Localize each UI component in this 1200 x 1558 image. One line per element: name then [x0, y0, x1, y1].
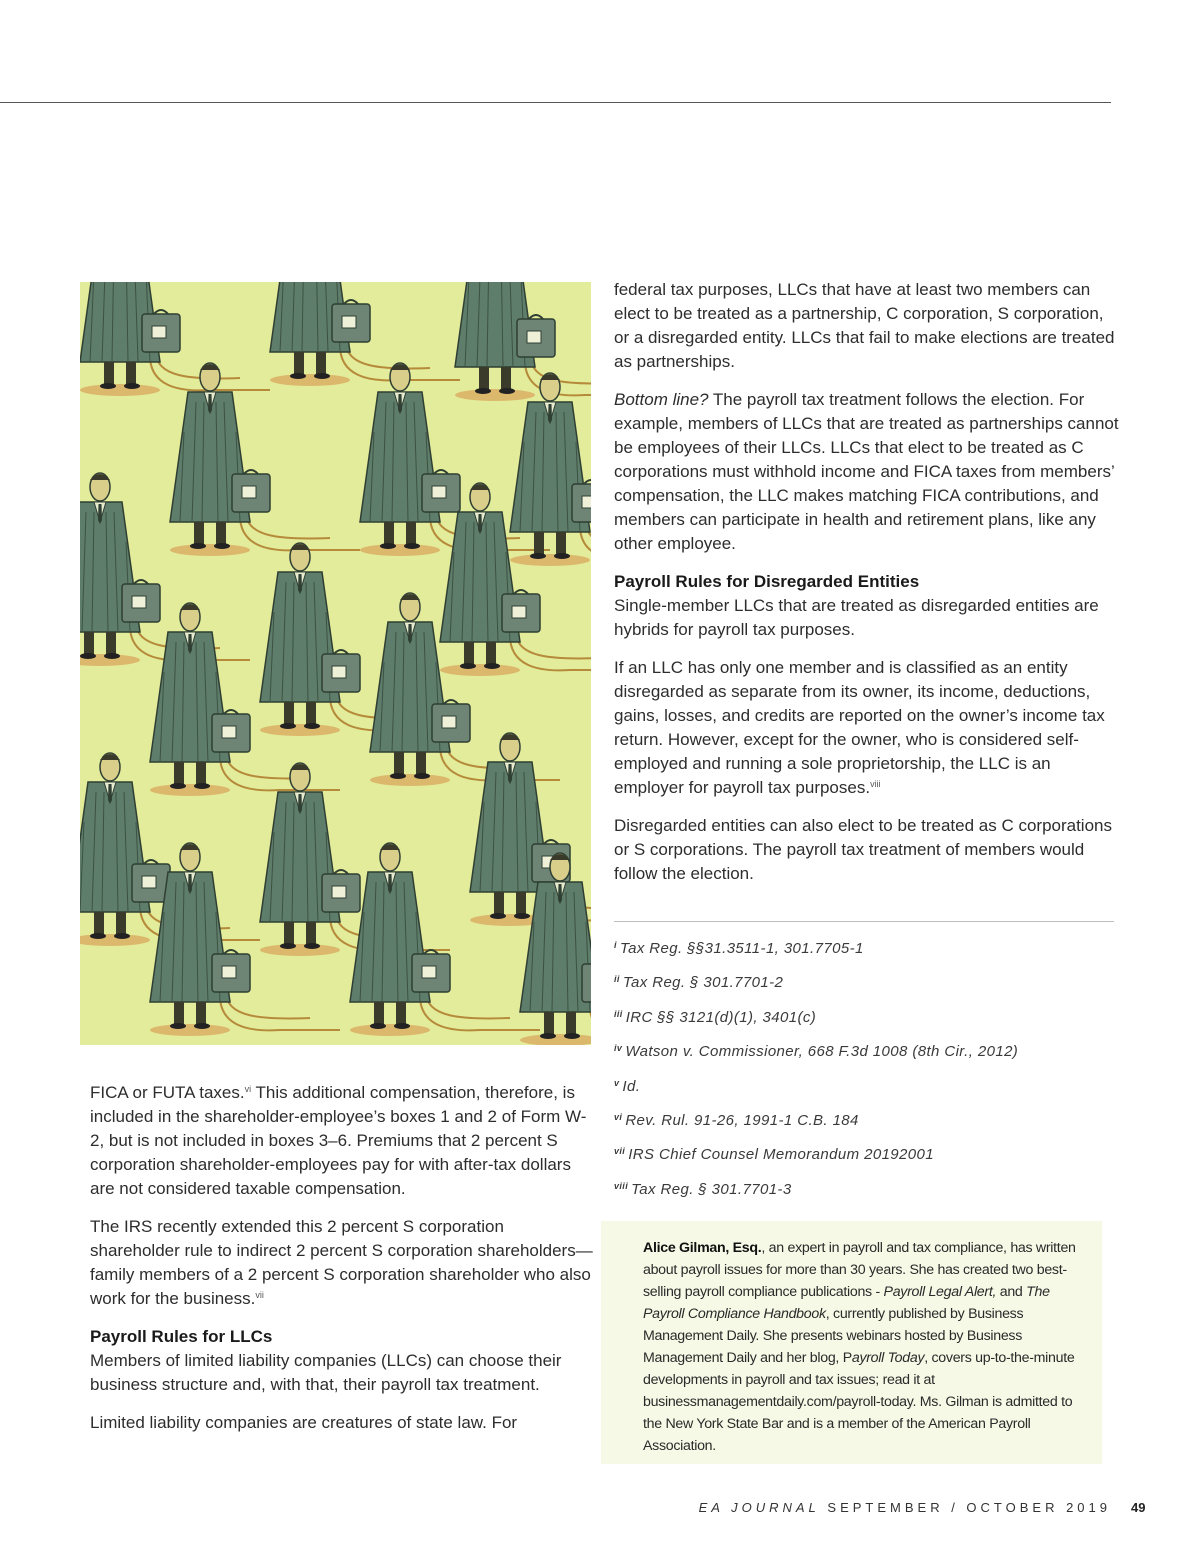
illustration-svg: [80, 282, 591, 1045]
author-name: Alice Gilman, Esq.: [643, 1240, 762, 1256]
footnote-item: $^{vii}$ IRS Chief Counsel Memorandum 20192001: [614, 1146, 935, 1164]
footnote-item: $^i$ Tax Reg. §§31.3511-1, 301.7705-1: [614, 940, 864, 957]
paragraph-bottom-line: Bottom line? The payroll tax treatment follows the election. For example, members of LLCs that are treated as partnerships cannot be employees of their LLCs. LLCs that elect to be treated as C corporations must withhold income and FICA taxes from members’ compensation, the LLC makes matching FICA contributions, and members can participate in health and retirement plans, like any other employee.: [614, 390, 1119, 553]
endnote-ref[interactable]: vii: [255, 1290, 264, 1300]
paragraph-state-law: Limited liability companies are creatures of state law. For: [90, 1413, 518, 1432]
endnote-ref[interactable]: viii: [870, 779, 881, 789]
right-column: [614, 278, 1119, 900]
paragraph-one-member: If an LLC has only one member and is classified as an entity disregarded as separate from its owner, its income, deductions, gains, losses, and credits are reported on the owner’s income tax return. However, except for the owner, who is considered self-employed and running a sole proprietorship, the LLC is an employer for payroll tax purposes.$^{viii}$: [614, 658, 1105, 797]
paragraph-federal-tax: federal tax purposes, LLCs that have at least two members can elect to be treated as a partnership, C corporation, S corporation, or a disregarded entity. LLCs that fail to make elections are treated as partnerships.: [614, 280, 1115, 371]
author-bio-box: Alice Gilman, Esq., an expert in payroll and tax compliance, has written about payroll issues for more than 30 years. She has created two best-selling payroll compliance publications - Payroll Legal Alert, and The Payroll Compliance Handbook, currently published by Business Management Daily. She presents webinars hosted by Business Management Daily and her blog, Payroll Today, covers up-to-the-minute developments in payroll and tax issues; read it at businessmanagementdaily.com/payroll-today. Ms. Gilman is admitted to the New York State Bar and is a member of the American Payroll Association.: [601, 1221, 1102, 1464]
footnote-item: $^{iv}$ Watson v. Commissioner, 668 F.3d 1008 (8th Cir., 2012): [614, 1043, 1019, 1061]
heading-payroll-rules-llcs: Payroll Rules for LLCs: [90, 1327, 273, 1346]
page-number: 49: [1131, 1500, 1146, 1515]
issue-date: SEPTEMBER / OCTOBER 2019: [819, 1500, 1111, 1515]
footnote-item: $^{vi}$ Rev. Rul. 91-26, 1991-1 C.B. 184: [614, 1111, 859, 1129]
journal-name: EA JOURNAL: [698, 1500, 820, 1515]
paragraph-elect-corporations: Disregarded entities can also elect to be treated as C corporations or S corporations. The payroll tax treatment of members would follow the election.: [614, 816, 1112, 883]
paragraph-llc-members: Members of limited liability companies (LLCs) can choose their business structure and, with that, their payroll tax treatment.: [90, 1351, 562, 1394]
paragraph-irs-extended: The IRS recently extended this 2 percent S corporation shareholder rule to indirect 2 percent S corporation shareholders—family members of a 2 percent S corporation shareholder who also work for the business.$^{vii}$: [90, 1217, 593, 1308]
endnote-ref[interactable]: vi: [244, 1084, 252, 1094]
footnotes-list: [614, 934, 1114, 1209]
paragraph-single-member: Single-member LLCs that are treated as disregarded entities are hybrids for payroll tax purposes.: [614, 596, 1099, 639]
publication-title: The Payroll Compliance Handbook: [643, 1284, 1050, 1322]
top-rule: [0, 102, 1111, 103]
footnote-item: $^{viii}$ Tax Reg. § 301.7701-3: [614, 1180, 792, 1198]
footnote-item: $^{ii}$ Tax Reg. § 301.7701-2: [614, 974, 784, 992]
footnote-divider: [614, 921, 1114, 922]
footnote-item: $^{iii}$ IRC §§ 3121(d)(1), 3401(c): [614, 1008, 817, 1026]
paragraph-fica-futa: FICA or FUTA taxes.$^{vi}$ This additional compensation, therefore, is included in the shareholder-employee’s boxes 1 and 2 of Form W-2, but is not included in boxes 3–6. Premiums that 2 percent S corporation shareholder-employees pay for with after-tax dollars are not considered taxable compensation.: [90, 1083, 587, 1198]
page-footer: [0, 1500, 1111, 1515]
publication-title: Payroll Legal Alert,: [883, 1284, 997, 1300]
left-column: [90, 1081, 595, 1449]
illustration-businessmen-with-briefcases: [80, 282, 591, 1045]
heading-disregarded-entities: Payroll Rules for Disregarded Entities: [614, 572, 920, 591]
blog-title: ayroll Today: [851, 1350, 925, 1366]
footnote-item: $^v$ Id.: [614, 1077, 641, 1095]
